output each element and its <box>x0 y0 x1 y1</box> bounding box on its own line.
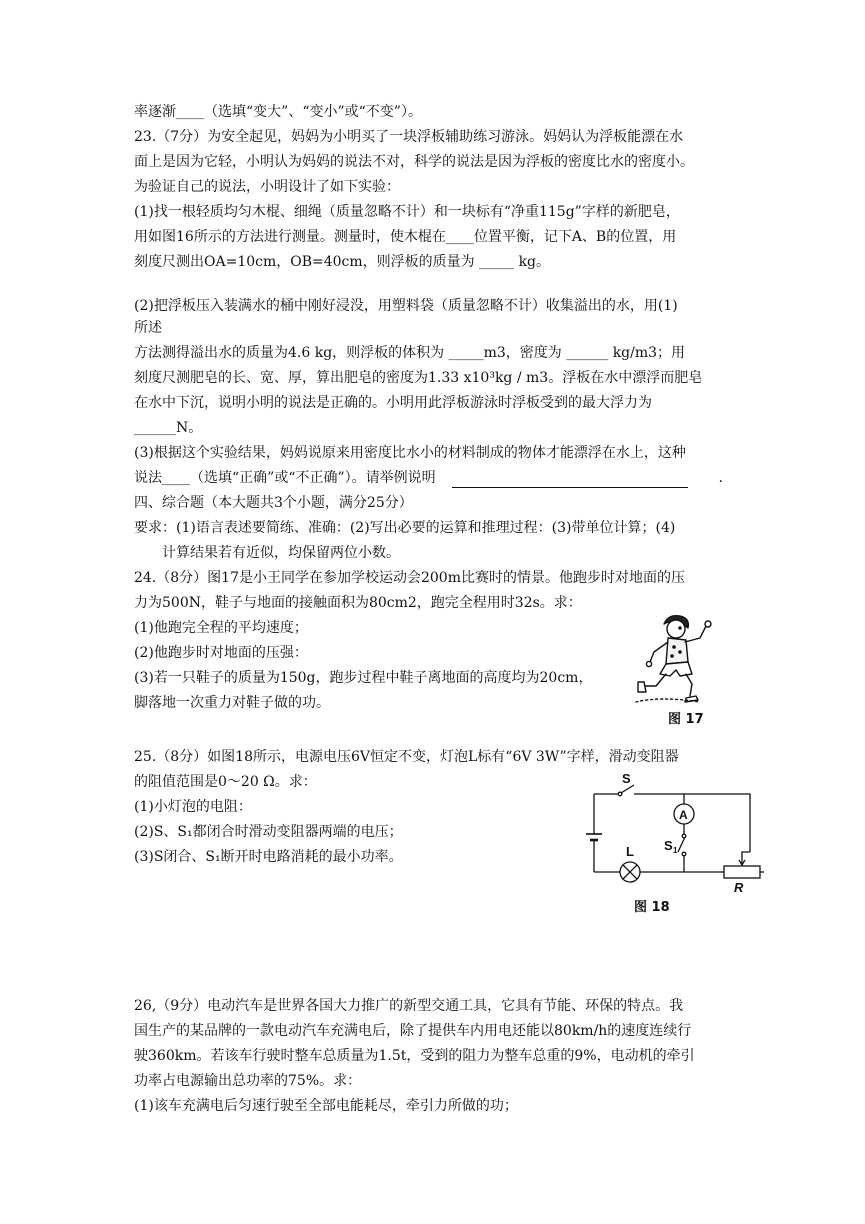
answer-blank <box>452 473 688 488</box>
circuit-diagram <box>584 772 768 892</box>
text-line: (3)根据这个实验结果，妈妈说原来用密度比水小的材料制成的物体才能漂浮在水上，这种 <box>134 445 686 461</box>
text-line: 计算结果若有近似，均保留两位小数。 <box>162 545 400 561</box>
text-line: 脚落地一次重力对鞋子做的功。 <box>134 695 330 711</box>
text-line: 力为500N，鞋子与地面的接触面积为80cm2，跑完全程用时32s。求： <box>134 595 582 611</box>
text-line: 驶360km。若该车行驶时整车总质量为1.5t，受到的阻力为整车总重的9%，电动机的牵引 <box>134 1048 695 1064</box>
text-line: (2)把浮板压入装满水的桶中刚好浸没，用塑料袋（质量忽略不计）收集溢出的水，用(1) <box>134 298 678 314</box>
text-line: (1)他跑完全程的平均速度； <box>134 620 308 636</box>
figure-18-caption: 图 18 <box>634 900 670 915</box>
text-line: 为验证自己的说法，小明设计了如下实验： <box>134 179 400 195</box>
end-period: . <box>718 470 723 486</box>
text-line <box>134 468 723 488</box>
switch-s1-label: S <box>664 838 673 853</box>
text-line: (3)S闭合、S₁断开时电路消耗的最小功率。 <box>134 849 403 865</box>
switch-s1-subscript: 1 <box>673 846 678 855</box>
text-line: 方法测得溢出水的质量为4.6 kg，则浮板的体积为 _____m3，密度为 ______ kg/m3；用 <box>134 345 686 361</box>
lamp-label: L <box>626 844 634 859</box>
text-line: 刻度尺测出OA=10cm，OB=40cm，则浮板的质量为 _____ kg。 <box>134 254 551 270</box>
switch-s-label: S <box>622 772 631 786</box>
resistor-label: R <box>734 880 744 892</box>
text-line: (1)小灯泡的电阻： <box>134 799 252 815</box>
text-line: 的阻值范围是0～20 Ω。求： <box>134 774 317 790</box>
text-line: ______N。 <box>134 420 203 436</box>
text-line: (3)若一只鞋子的质量为150g，跑步过程中鞋子离地面的高度均为20cm， <box>134 670 593 686</box>
question-25-line: 25.（8分）如图18所示，电源电压6V恒定不变，灯泡L标有“6V 3W”字样，滑动变阻器 <box>134 749 679 765</box>
text-line: 要求：(1)语言表述要简练、准确：(2)写出必要的运算和推理过程：(3)带单位计算；(4) <box>134 520 676 536</box>
question-26-line: 26,（9分）电动汽车是世界各国大力推广的新型交通工具，它具有节能、环保的特点。我 <box>134 998 684 1014</box>
text-line: (1)该车充满电后匀速行驶至全部电能耗尽，牵引力所做的功； <box>134 1098 518 1114</box>
section-heading: 四、综合题（本大题共3个小题，满分25分） <box>134 495 413 511</box>
runner-illustration <box>630 612 740 704</box>
text-line: 所述 <box>134 320 162 336</box>
text-line: (2)S、S₁都闭合时滑动变阻器两端的电压； <box>134 824 403 840</box>
text-span: 说法____（选填“正确”或“不正确”）。请举例说明 <box>134 470 436 486</box>
text-line: 在水中下沉，说明小明的说法是正确的。小明用此浮板游泳时浮板受到的最大浮力为 <box>134 395 652 411</box>
question-23-line: 23.（7分）为安全起见，妈妈为小明买了一块浮板辅助练习游泳。妈妈认为浮板能漂在水 <box>134 129 684 145</box>
text-line: (1)找一根轻质均匀木棍、细绳（质量忽略不计）和一块标有“净重115g”字样的新肥皂， <box>134 204 680 220</box>
text-line: 刻度尺测肥皂的长、宽、厚，算出肥皂的密度为1.33 x10³kg / m3。浮板在水中漂浮而肥皂 <box>134 370 703 386</box>
question-24-line: 24.（8分）图17是小王同学在参加学校运动会200m比赛时的情景。他跑步时对地面的压 <box>134 570 685 586</box>
text-line: (2)他跑步时对地面的压强： <box>134 645 308 661</box>
text-line: 国生产的某品牌的一款电动汽车充满电后，除了提供车内用电还能以80km/h的速度连续行 <box>134 1023 692 1039</box>
text-line: 功率占电源输出总功率的75%。求： <box>134 1073 362 1089</box>
text-line: 面上是因为它轻，小明认为妈妈的说法不对，科学的说法是因为浮板的密度比水的密度小。 <box>134 154 694 170</box>
text-line: 用如图16所示的方法进行测量。测量时，使木棍在____位置平衡，记下A、B的位置，用 <box>134 229 677 245</box>
figure-17-caption: 图 17 <box>668 712 704 727</box>
text-line: 率逐渐____（选填“变大”、“变小”或“不变”）。 <box>134 104 422 120</box>
ammeter-label: A <box>679 808 688 822</box>
